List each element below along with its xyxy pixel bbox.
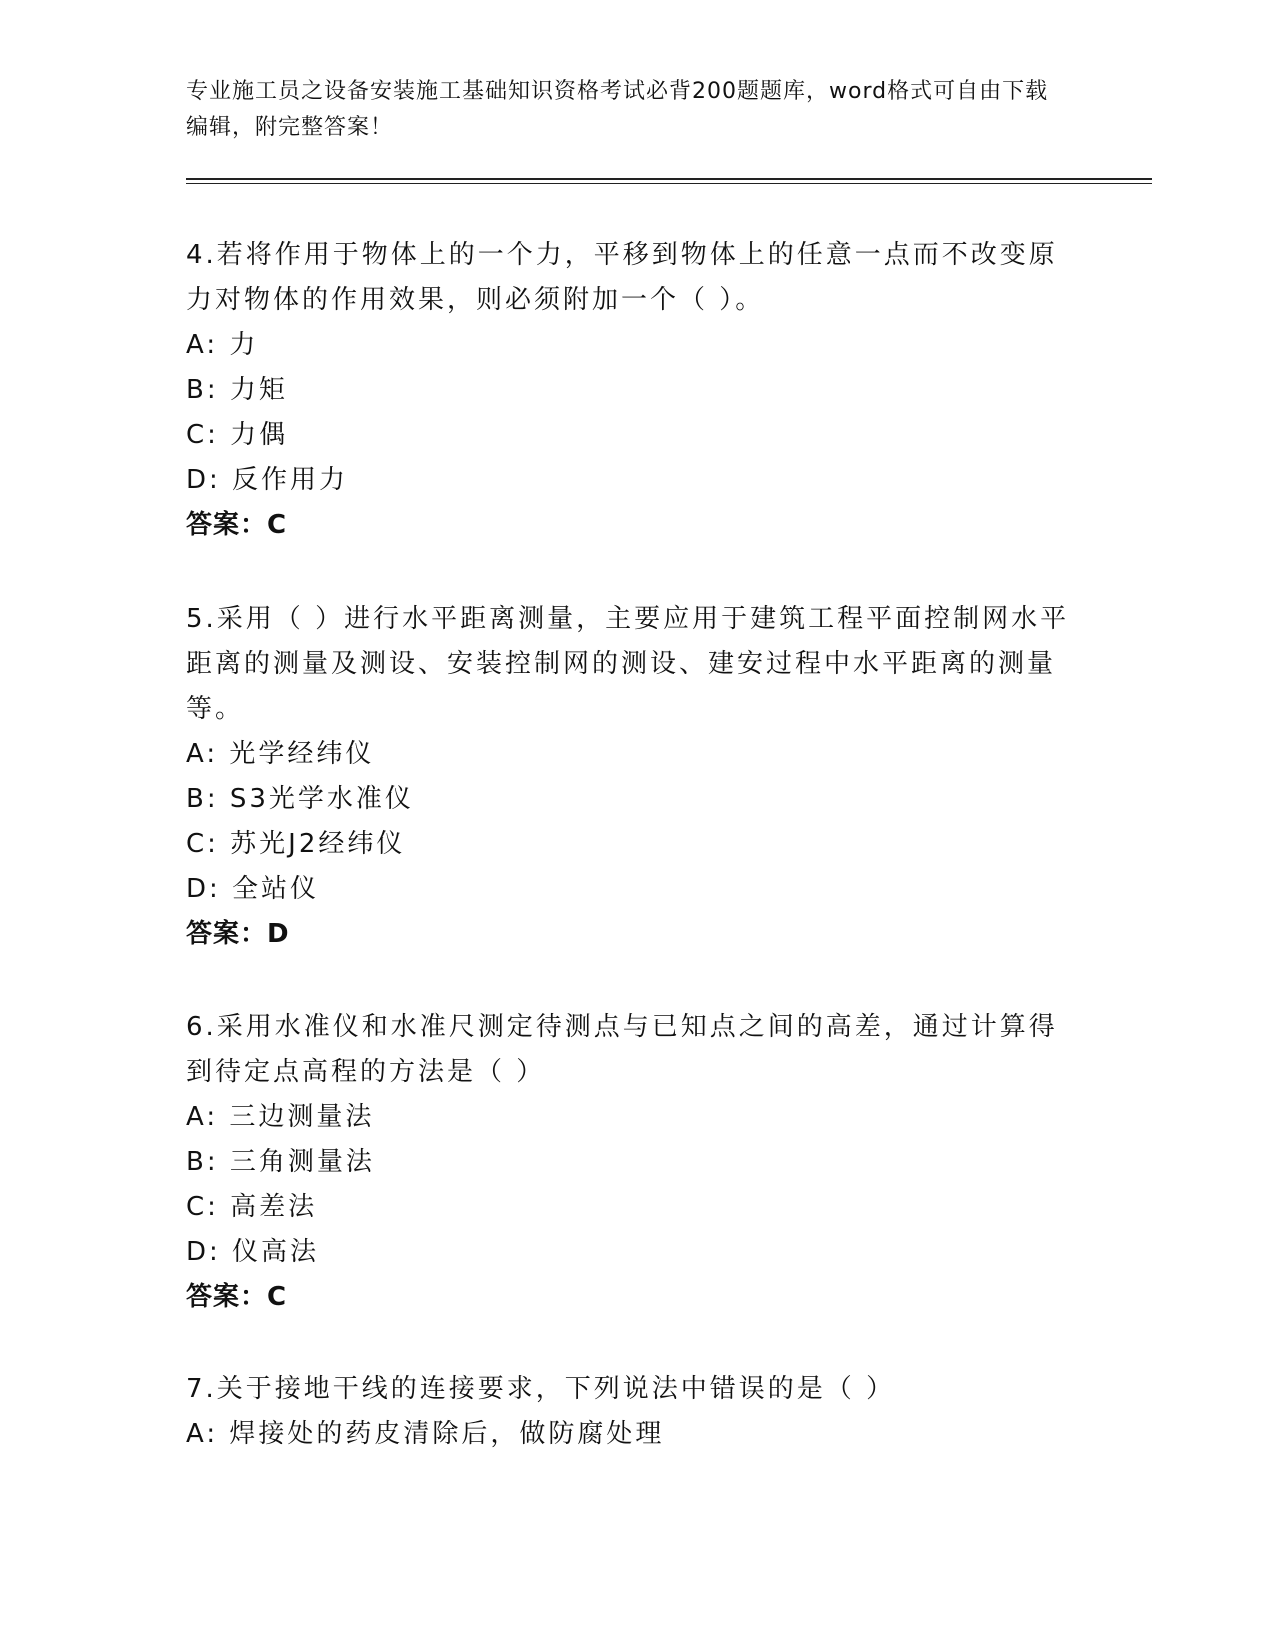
answer-line: 答案：D (186, 919, 290, 949)
question-block (186, 233, 1086, 548)
header-divider (186, 178, 1152, 180)
question-block (186, 597, 1086, 957)
question-block (186, 1367, 1086, 1457)
option-c: C: 高差法 (186, 1192, 318, 1222)
header-divider-thin (186, 183, 1152, 184)
option-a: A: 力 (186, 330, 259, 360)
question-block (186, 1005, 1086, 1320)
answer-line: 答案：C (186, 1282, 288, 1312)
question-stem: 5.采用（ ）进行水平距离测量，主要应用于建筑工程平面控制网水平距离的测量及测设、安装控制网的测设、建安过程中水平距离的测量等。 (186, 604, 1070, 724)
option-b: B: 三角测量法 (186, 1147, 375, 1177)
option-a: A: 三边测量法 (186, 1102, 375, 1132)
option-a: A: 光学经纬仪 (186, 739, 375, 769)
question-stem: 6.采用水准仪和水准尺测定待测点与已知点之间的高差，通过计算得到待定点高程的方法是（ ） (186, 1012, 1058, 1087)
answer-line: 答案：C (186, 510, 288, 540)
option-a: A: 焊接处的药皮清除后，做防腐处理 (186, 1419, 665, 1449)
option-c: C: 苏光J2经纬仪 (186, 829, 406, 859)
question-stem: 7.关于接地干线的连接要求，下列说法中错误的是（ ） (186, 1374, 896, 1404)
option-d: D: 反作用力 (186, 465, 349, 495)
option-d: D: 全站仪 (186, 874, 320, 904)
option-b: B: 力矩 (186, 375, 288, 405)
option-d: D: 仪高法 (186, 1237, 320, 1267)
document-header: 专业施工员之设备安装施工基础知识资格考试必背200题题库，word格式可自由下载编辑，附完整答案！ (186, 79, 1049, 140)
option-b: B: S3光学水准仪 (186, 784, 414, 814)
option-c: C: 力偶 (186, 420, 289, 450)
question-stem: 4.若将作用于物体上的一个力，平移到物体上的任意一点而不改变原力对物体的作用效果，则必须附加一个（ ）。 (186, 240, 1058, 315)
